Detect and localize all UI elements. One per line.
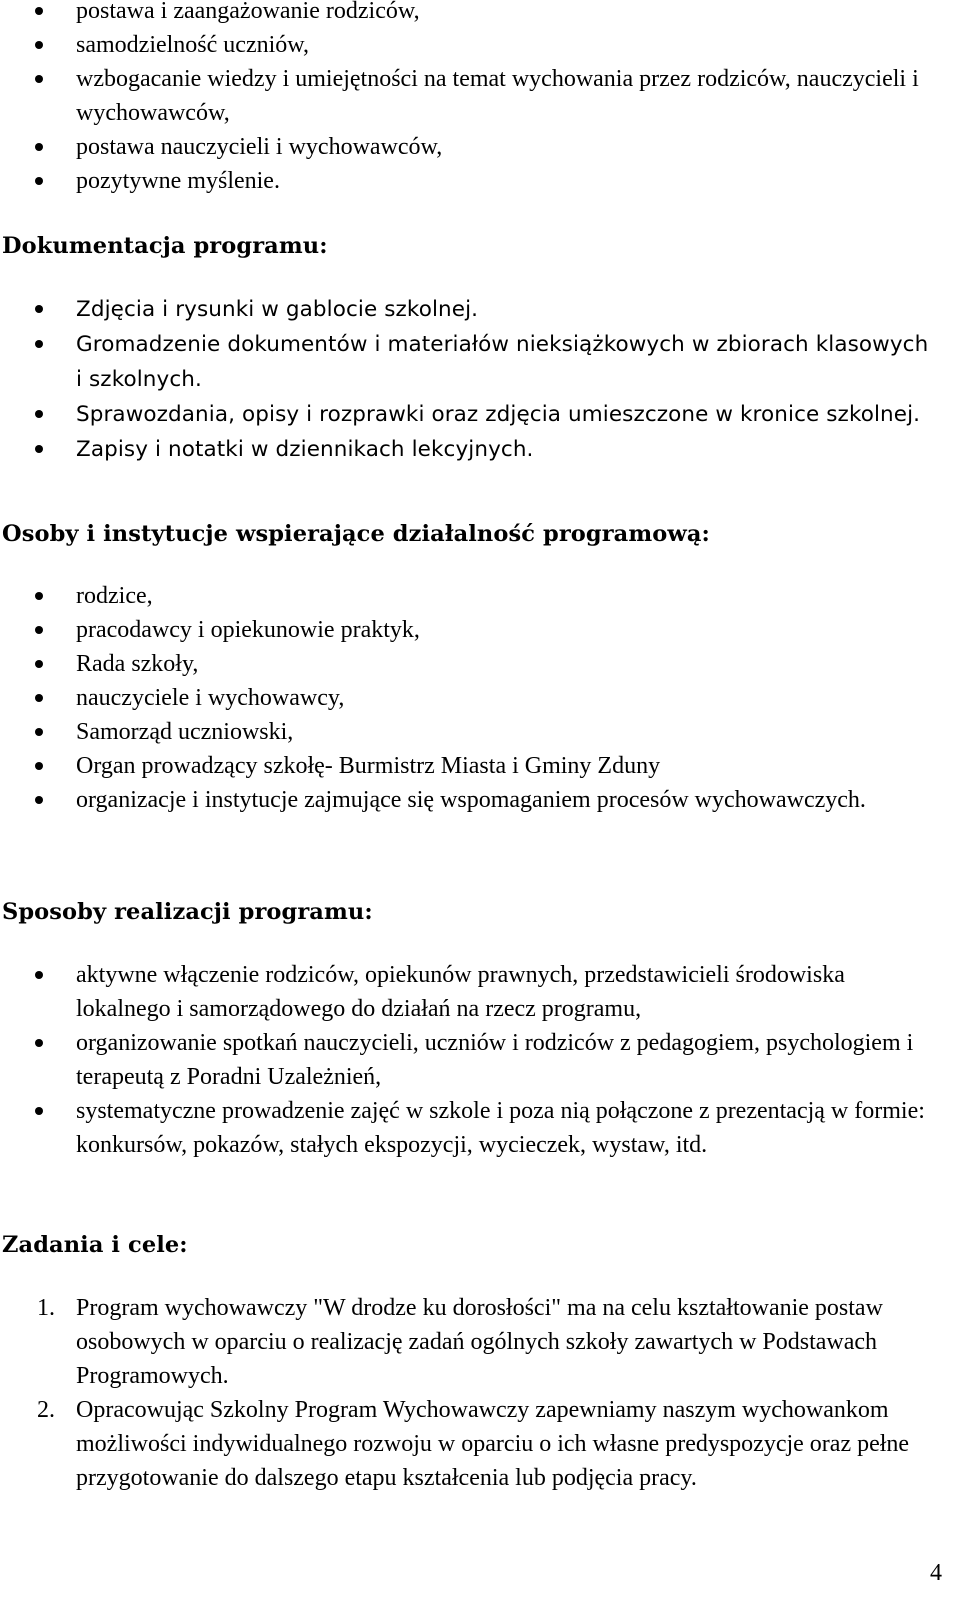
bullet-icon	[35, 177, 43, 185]
list-item: aktywne włączenie rodziców, opiekunów prawnych, przedstawicieli środowiska lokalnego i samorządowego do działań na rzecz programu,	[0, 958, 960, 1026]
bullet-icon	[35, 143, 43, 151]
list-item: postawa i zaangażowanie rodziców,	[0, 0, 960, 28]
bullet-icon	[35, 75, 43, 83]
bullet-icon	[35, 1039, 43, 1047]
list-item: organizacje i instytucje zajmujące się wspomaganiem procesów wychowawczych.	[0, 783, 960, 817]
list-item: samodzielność uczniów,	[0, 28, 960, 62]
support-heading: Osoby i instytucje wspierające działalność programową:	[2, 521, 710, 547]
list-item: wzbogacanie wiedzy i umiejętności na temat wychowania przez rodziców, nauczycieli i wychowawców,	[0, 62, 960, 130]
list-item: 1. Program wychowawczy "W drodze ku dorosłości" ma na celu kształtowanie postaw osobowych w oparciu o realizację zadań ogólnych szkoły zawartych w Podstawach Programowych.	[0, 1291, 960, 1393]
bullet-icon	[35, 445, 43, 453]
bullet-icon	[35, 41, 43, 49]
bullet-icon	[35, 660, 43, 668]
list-item: pozytywne myślenie.	[0, 164, 960, 198]
support-list	[0, 579, 960, 817]
page-number: 4	[930, 1560, 942, 1586]
methods-list	[0, 958, 960, 1162]
list-item: Samorząd uczniowski,	[0, 715, 960, 749]
list-item: Sprawozdania, opisy i rozprawki oraz zdjęcia umieszczone w kronice szkolnej.	[0, 397, 960, 432]
list-item: 2. Opracowując Szkolny Program Wychowawczy zapewniamy naszym wychowankom możliwości indywidualnego rozwoju w oparciu o ich własne predyspozycje oraz pełne przygotowanie do dalszego etapu kształcenia lub podjęcia pracy.	[0, 1393, 960, 1495]
bullet-icon	[35, 7, 43, 15]
bullet-icon	[35, 694, 43, 702]
bullet-icon	[35, 971, 43, 979]
list-item: pracodawcy i opiekunowie praktyk,	[0, 613, 960, 647]
bullet-icon	[35, 626, 43, 634]
bullet-icon	[35, 762, 43, 770]
list-item: Zdjęcia i rysunki w gablocie szkolnej.	[0, 292, 960, 327]
bullet-icon	[35, 592, 43, 600]
documentation-heading: Dokumentacja programu:	[2, 233, 328, 259]
bullet-icon	[35, 340, 43, 348]
intro-list	[0, 0, 960, 198]
list-item: Rada szkoły,	[0, 647, 960, 681]
bullet-icon	[35, 410, 43, 418]
list-item: systematyczne prowadzenie zajęć w szkole i poza nią połączone z prezentacją w formie: konkursów, pokazów, stałych ekspozycji, wycieczek, wystaw, itd.	[0, 1094, 960, 1162]
bullet-icon	[35, 796, 43, 804]
documentation-list	[0, 292, 960, 467]
bullet-icon	[35, 1107, 43, 1115]
bullet-icon	[35, 305, 43, 313]
item-number: 1.	[37, 1295, 55, 1321]
list-item: Zapisy i notatki w dziennikach lekcyjnych.	[0, 432, 960, 467]
list-item: rodzice,	[0, 579, 960, 613]
tasks-list	[0, 1291, 960, 1495]
list-item: Organ prowadzący szkołę- Burmistrz Miasta i Gminy Zduny	[0, 749, 960, 783]
list-item: nauczyciele i wychowawcy,	[0, 681, 960, 715]
methods-heading: Sposoby realizacji programu:	[2, 899, 373, 925]
list-item: organizowanie spotkań nauczycieli, uczniów i rodziców z pedagogiem, psychologiem i terapeutą z Poradni Uzależnień,	[0, 1026, 960, 1094]
list-item: Gromadzenie dokumentów i materiałów nieksiążkowych w zbiorach klasowych i szkolnych.	[0, 327, 960, 397]
list-item: postawa nauczycieli i wychowawców,	[0, 130, 960, 164]
tasks-heading: Zadania i cele:	[2, 1232, 188, 1258]
bullet-icon	[35, 728, 43, 736]
item-number: 2.	[37, 1397, 55, 1423]
